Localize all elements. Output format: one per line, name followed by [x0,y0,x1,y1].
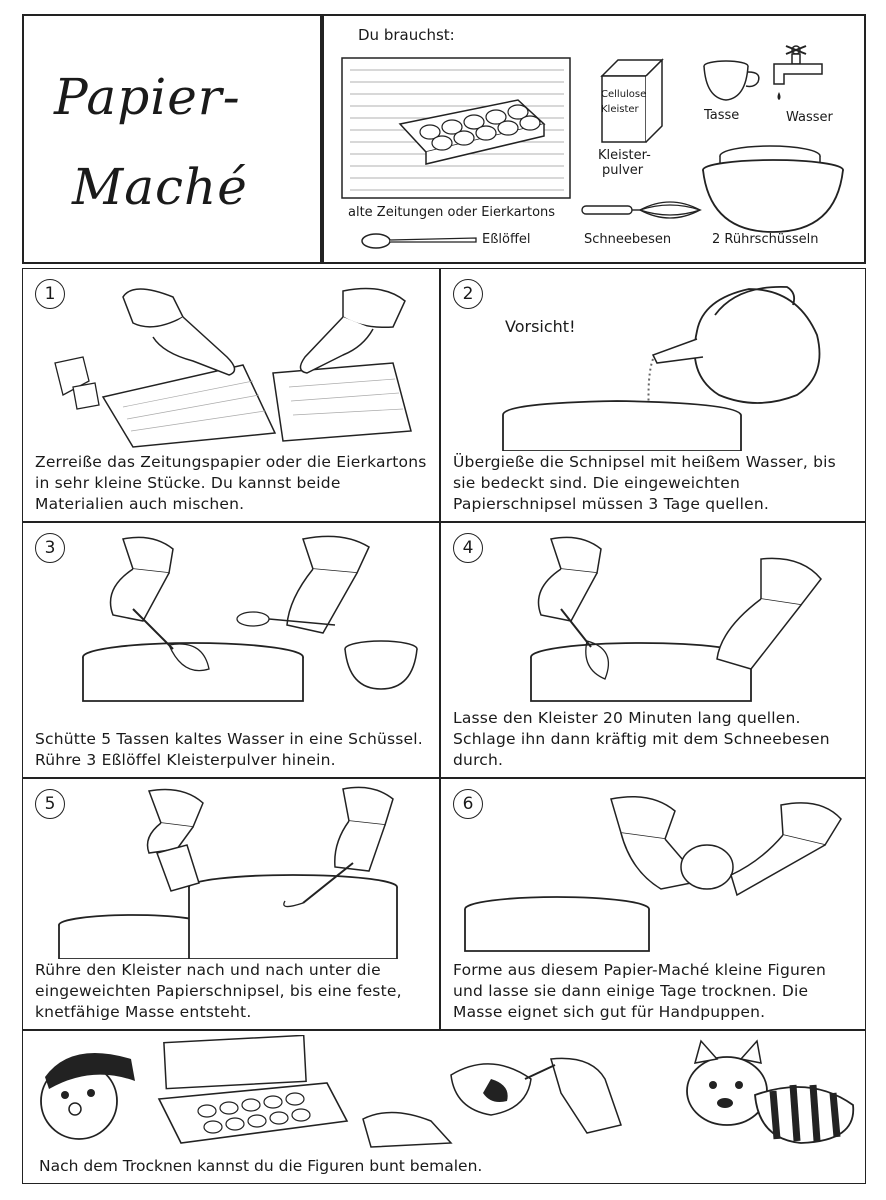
package-text-2: Kleister [601,104,639,115]
step-4-text: Lasse den Kleister 20 Minuten lang quellen. Schlage ihn dann kräftig mit dem Schneebesen durch. [453,709,830,769]
newspaper-eggcarton-illustration [338,52,574,202]
kettle-pouring-illustration [497,275,857,451]
water-tap-icon [764,40,828,104]
mixing-bowls-illustration [700,140,846,236]
caution-label: Vorsicht! [505,317,576,336]
mixing-paste-illustration [73,529,423,703]
step-4-panel [440,522,866,778]
bowls-label: 2 Rührschüsseln [712,232,819,247]
painted-figures-illustration [31,1035,859,1151]
step-2-panel [440,268,866,522]
step-5-number: 5 [35,789,65,819]
paste-label-2: pulver [602,163,644,178]
cup-icon [700,58,764,104]
step-3-panel [22,522,440,778]
cup-label: Tasse [704,108,740,123]
step-5-text: Rühre den Kleister nach und nach unter die eingeweichten Papierschnipsel, bis eine feste, knetfähige Masse entsteht. [35,961,402,1021]
step-3-text: Schütte 5 Tassen kaltes Wasser in eine Schüssel. Rühre 3 Eßlöffel Kleisterpulver hinein. [35,730,423,769]
combining-mass-illustration [53,783,423,959]
tearing-paper-illustration [43,277,423,449]
whisk-icon [580,196,704,226]
title-panel [22,14,322,264]
water-label: Wasser [786,110,833,125]
newspaper-label: alte Zeitungen oder Eierkartons [348,205,556,220]
step-3-number: 3 [35,533,65,563]
step-6-number: 6 [453,789,483,819]
spoon-label: Eßlöffel [482,232,531,247]
step-6-panel [440,778,866,1030]
whisking-illustration [521,529,851,703]
final-text: Nach dem Trocknen kannst du die Figuren bunt bemalen. [39,1157,483,1175]
paste-package-illustration [596,54,668,146]
shaping-figures-illustration [461,791,851,955]
whisk-label: Schneebesen [584,232,672,247]
step-1-panel [22,268,440,522]
materials-heading: Du brauchst: [358,26,455,44]
step-1-text: Zerreiße das Zeitungspapier oder die Eierkartons in sehr kleine Stücke. Du kannst beide Materialien auch mischen. [35,453,427,513]
step-2-text: Übergieße die Schnipsel mit heißem Wasser, bis sie bedeckt sind. Die eingeweichten Papierschnipsel müssen 3 Tage quellen. [453,453,836,513]
package-text-1: Cellulose [601,89,647,100]
title-line-2: Maché [72,158,248,216]
step-1-number: 1 [35,279,65,309]
title-line-1: Papier- [54,68,241,126]
step-6-text: Forme aus diesem Papier-Maché kleine Figuren und lasse sie dann einige Tage trocknen. Die Masse eignet sich gut für Handpuppen. [453,961,826,1021]
step-2-number: 2 [453,279,483,309]
spoon-icon [360,230,480,252]
paste-label-1: Kleister- [598,148,651,163]
final-panel [22,1030,866,1184]
step-5-panel [22,778,440,1030]
step-4-number: 4 [453,533,483,563]
